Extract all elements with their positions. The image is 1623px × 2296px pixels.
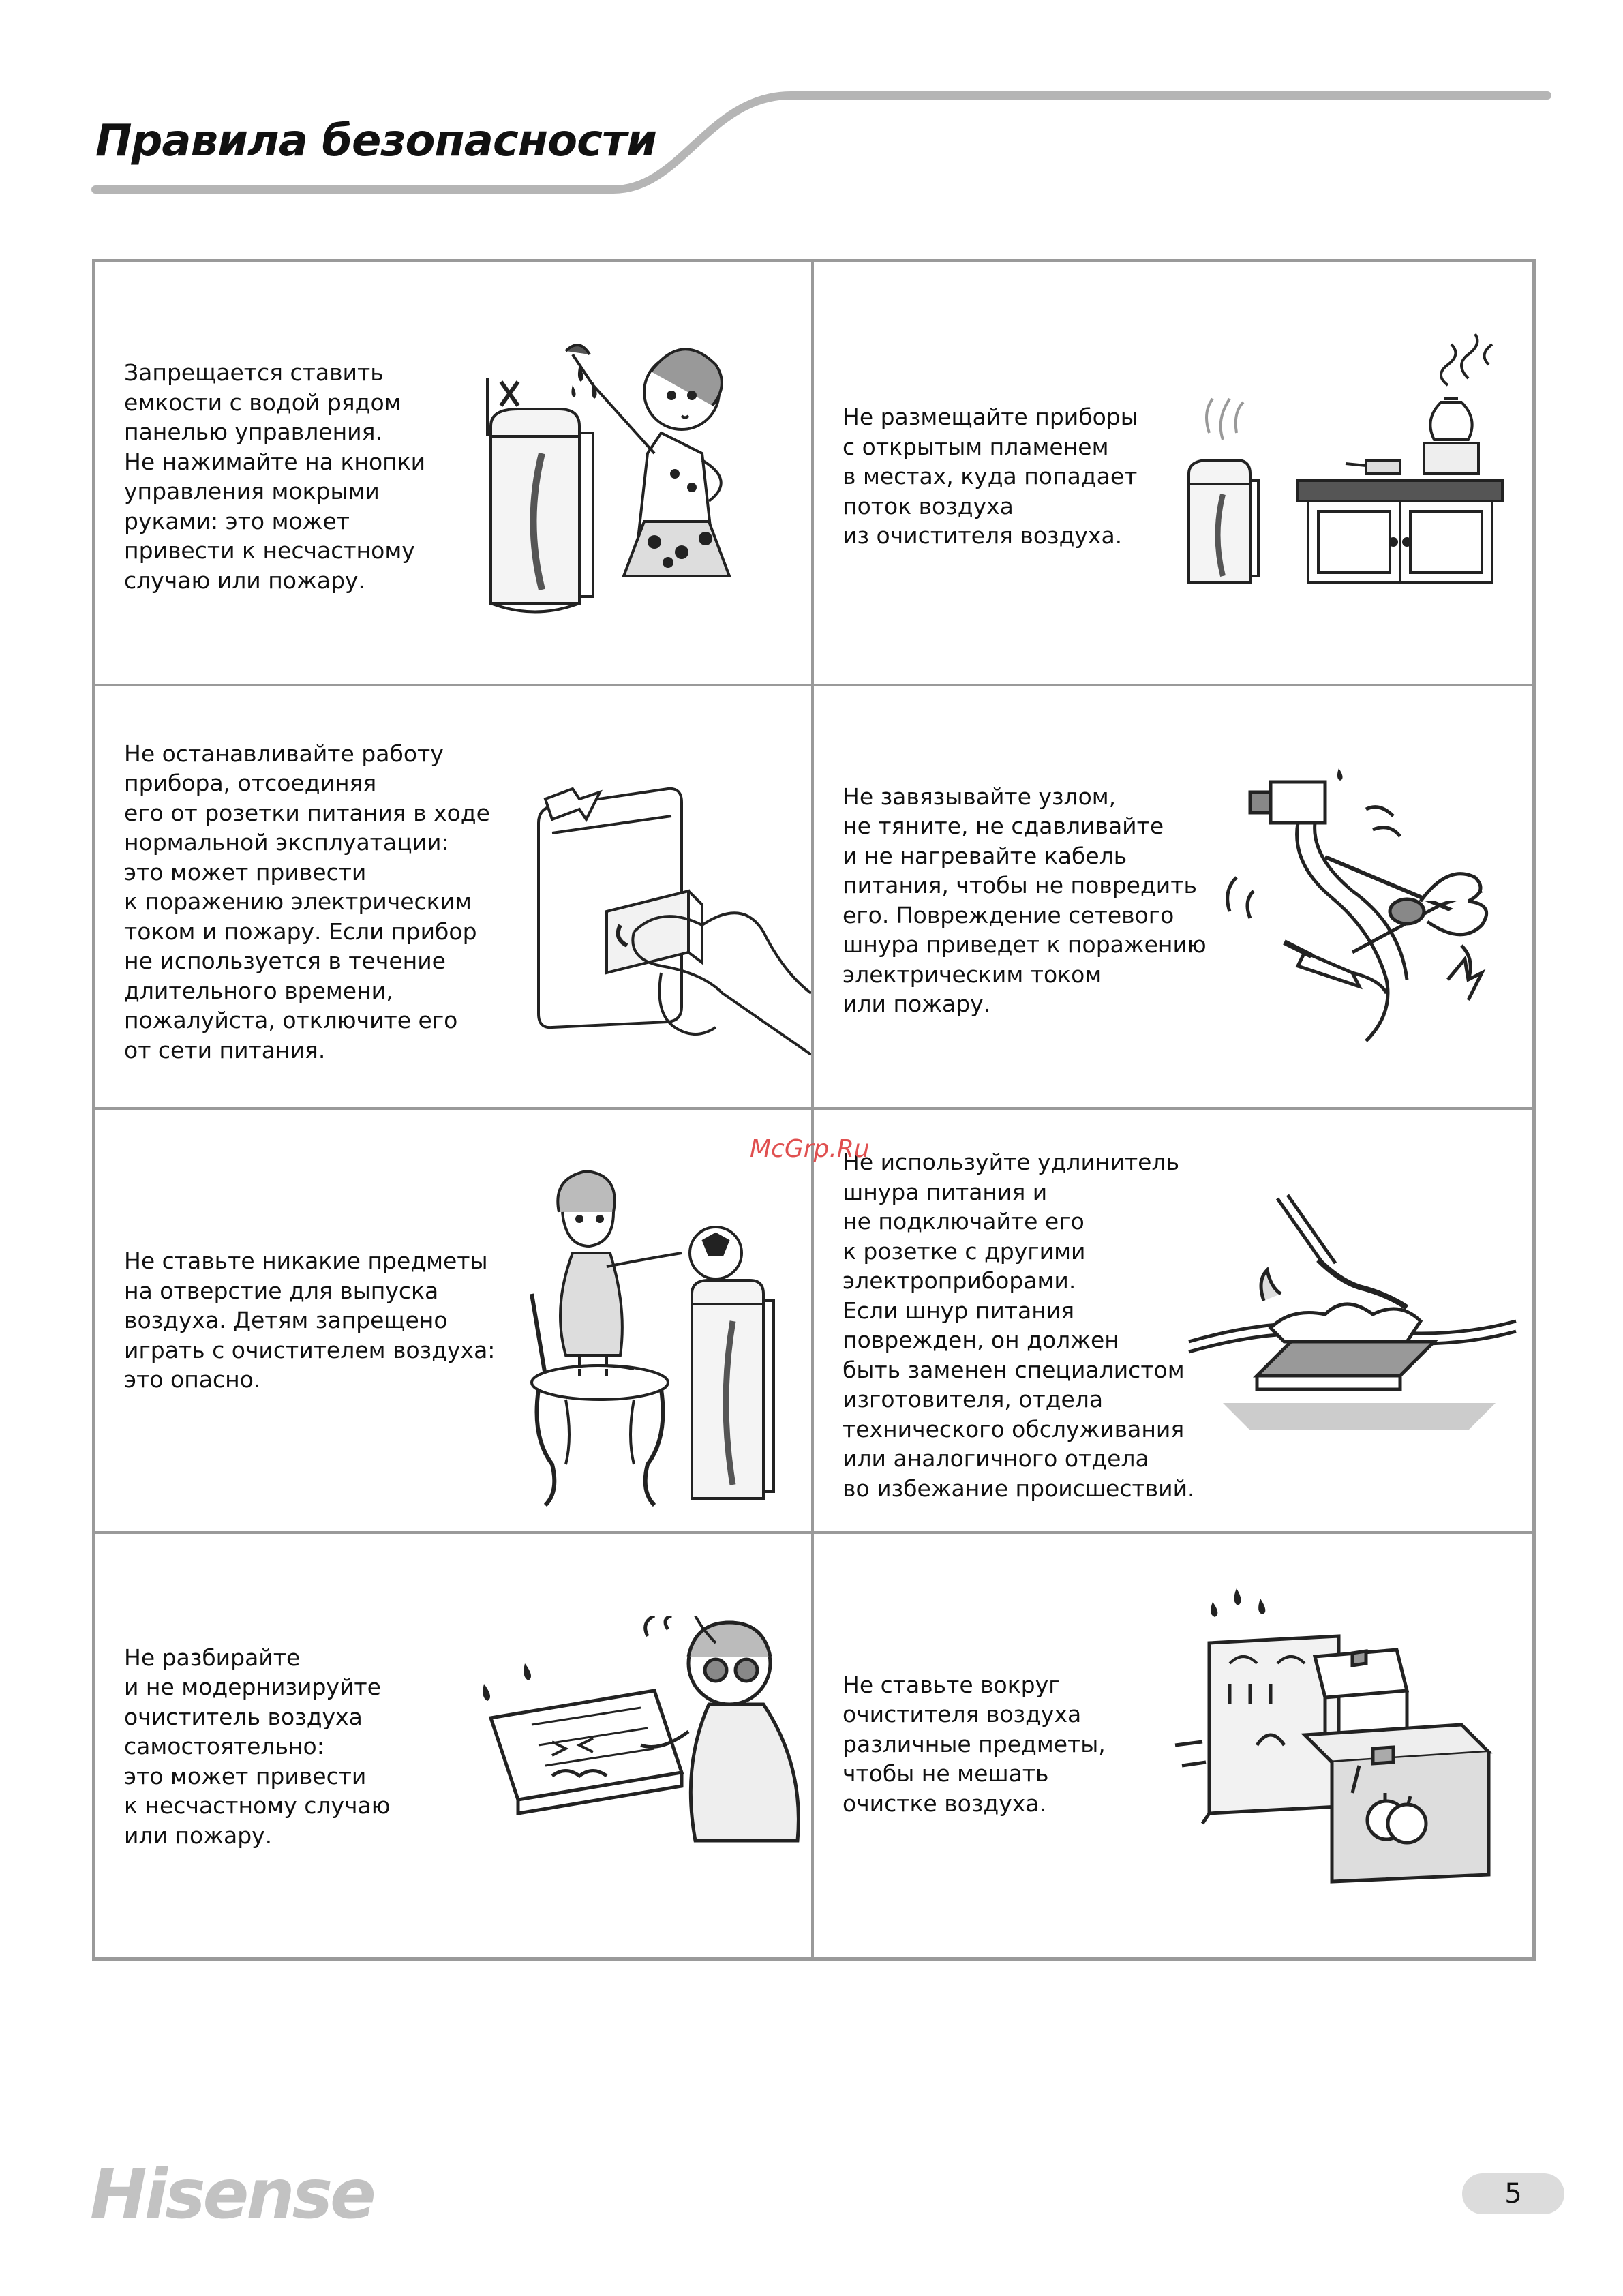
rule-text-7: Не разбирайте и не модернизируйте очиститель воздуха самостоятельно: это может привести к несчастному случаю или пожару. (124, 1644, 391, 1849)
open-flame-kitchen-illustration (1175, 310, 1516, 596)
safety-rules-grid (92, 259, 1536, 1961)
rule-cell-7 (95, 1534, 814, 1958)
rule-cell-2 (814, 262, 1532, 686)
watermark: McGrp.Ru (750, 1135, 870, 1163)
cable-damage-illustration (1196, 755, 1530, 1048)
extension-cord-illustration (1182, 1178, 1523, 1451)
child-on-chair-illustration (525, 1151, 811, 1519)
header-swoosh (0, 0, 1623, 205)
rule-text-4: Не завязывайте узлом, не тяните, не сдавливайте и не нагревайте кабель питания, чтобы не повредить его. Повреждение сетевого шнура приведет к поражению электрическим током или пожару. (843, 783, 1207, 1017)
purifier-water-illustration (477, 317, 811, 637)
rule-cell-4 (814, 686, 1532, 1111)
brand-logo: Hisense (90, 2154, 374, 2234)
obstructing-objects-illustration (1168, 1588, 1523, 1909)
disassembly-warning-illustration (477, 1616, 811, 1888)
rule-cell-1 (95, 262, 814, 686)
rule-text-8: Не ставьте вокруг очистителя воздуха различные предметы, чтобы не мешать очистке воздуха. (843, 1671, 1106, 1817)
plug-socket-hand-illustration (525, 768, 814, 1068)
page-title: Правила безопасности (95, 116, 656, 166)
rule-cell-3 (95, 686, 814, 1111)
rule-text-3: Не останавливайте работу прибора, отсоединяя его от розетки питания в ходе нормальной эксплуатации: это может привести к поражению электрическим током и пожару. Если прибор не используется в течение длительного времени, пожалуйста, отключите его от сети питания. (124, 740, 490, 1063)
rule-text-1: Запрещается ставить емкости с водой рядом панелью управления. Не нажимайте на кнопки управления мокрыми руками: это может привести к несчастному случаю или пожару. (124, 359, 426, 594)
rule-cell-6 (814, 1110, 1532, 1534)
rule-text-5: Не ставьте никакие предметы на отверстие для выпуска воздуха. Детям запрещено играть с очистителем воздуха: это опасно. (124, 1248, 496, 1393)
rule-text-2: Не размещайте приборы с открытым пламенем в местах, куда попадает поток воздуха из очистителя воздуха. (843, 404, 1138, 549)
page-number: 5 (1462, 2173, 1564, 2214)
rule-text-6: Не используйте удлинитель шнура питания и не подключайте его к розетке с другими электроприборами. Если шнур питания поврежден, он должен быть заменен специалистом изготовителя, отдела технического обслуживания или аналогичного отдела во избежание происшествий. (843, 1149, 1195, 1502)
rule-cell-8 (814, 1534, 1532, 1958)
rule-cell-5 (95, 1110, 814, 1534)
